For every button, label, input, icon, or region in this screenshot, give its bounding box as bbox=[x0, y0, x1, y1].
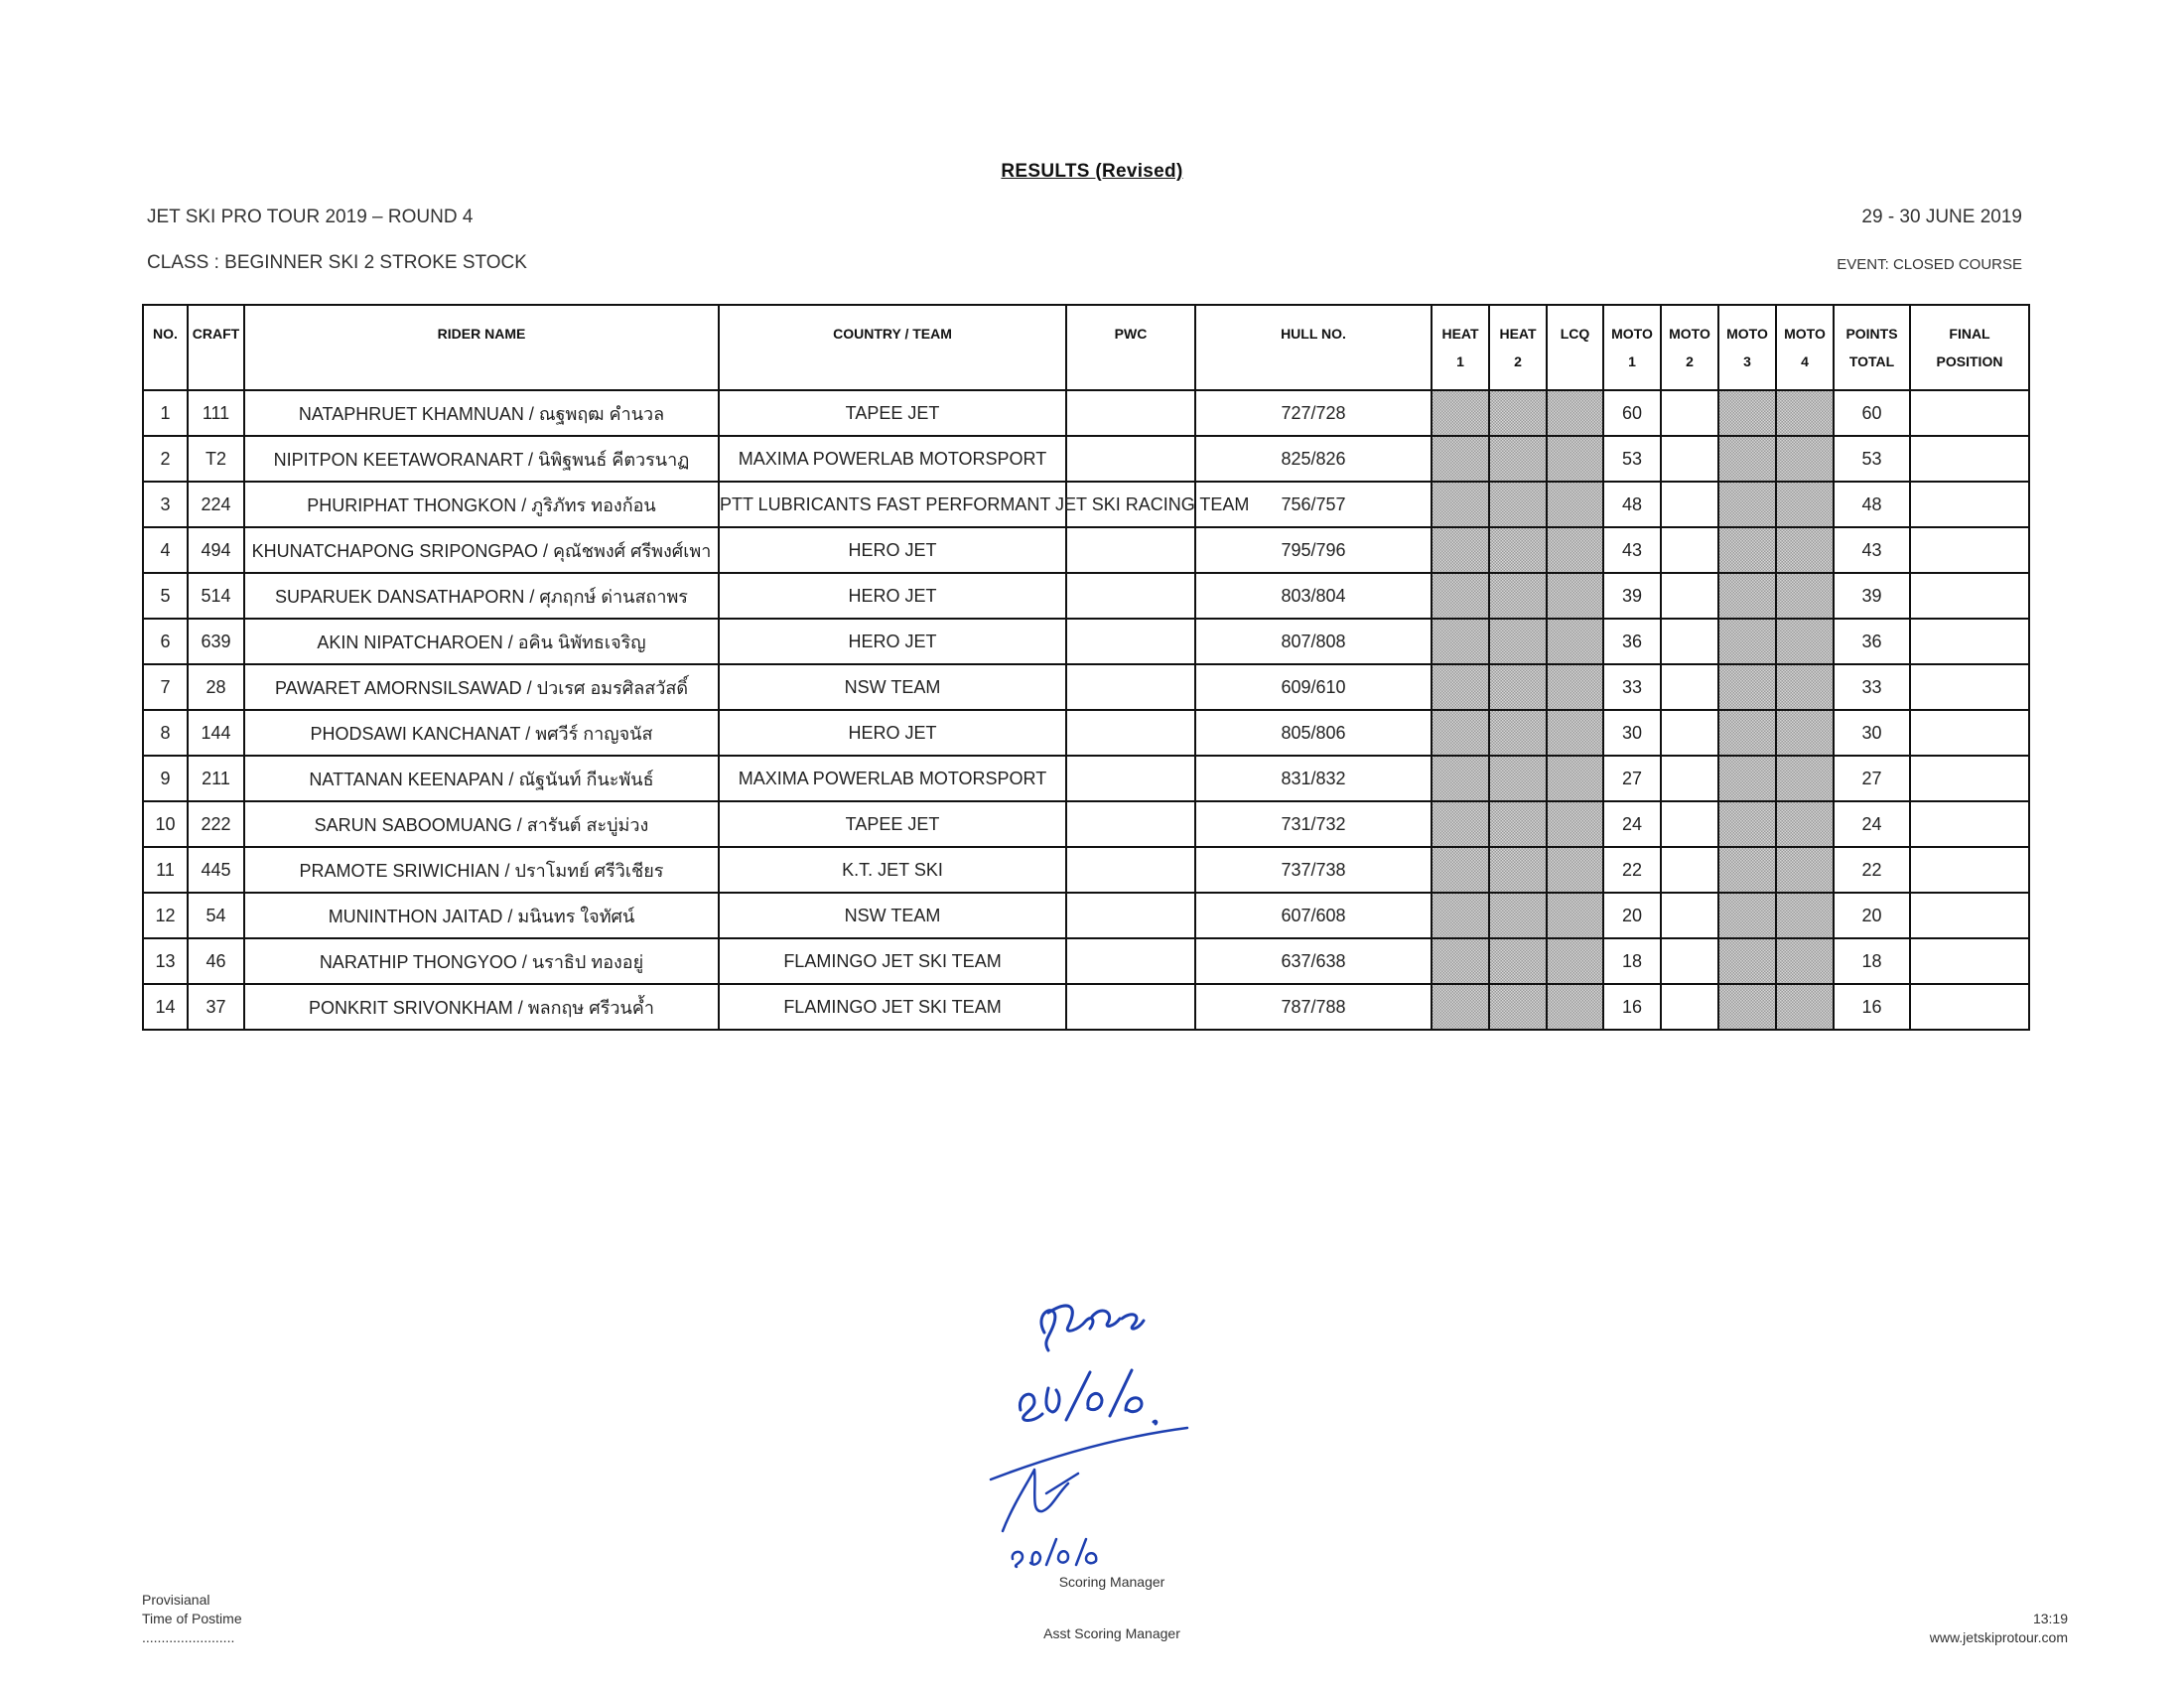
class-label: CLASS : BEGINNER SKI 2 STROKE STOCK bbox=[147, 252, 527, 273]
cell-points-total: 30 bbox=[1834, 710, 1910, 756]
cell-moto2 bbox=[1661, 482, 1718, 527]
cell-pwc bbox=[1066, 664, 1195, 710]
cell-moto4 bbox=[1776, 482, 1834, 527]
cell-heat2 bbox=[1489, 938, 1547, 984]
cell-points-total: 20 bbox=[1834, 893, 1910, 938]
cell-no: 4 bbox=[143, 527, 188, 573]
cell-points-total: 16 bbox=[1834, 984, 1910, 1030]
cell-pwc bbox=[1066, 527, 1195, 573]
cell-moto2 bbox=[1661, 390, 1718, 436]
cell-moto2 bbox=[1661, 710, 1718, 756]
cell-no: 13 bbox=[143, 938, 188, 984]
cell-moto3 bbox=[1718, 664, 1776, 710]
event-name: JET SKI PRO TOUR 2019 – ROUND 4 bbox=[147, 207, 474, 227]
cell-craft: 54 bbox=[188, 893, 244, 938]
cell-moto1: 22 bbox=[1603, 847, 1661, 893]
cell-rider-name: SUPARUEK DANSATHAPORN / ศุภฤกษ์ ด่านสถาพร bbox=[244, 573, 719, 619]
cell-country-team: FLAMINGO JET SKI TEAM bbox=[719, 984, 1066, 1030]
cell-moto3 bbox=[1718, 527, 1776, 573]
cell-moto1: 53 bbox=[1603, 436, 1661, 482]
cell-country-team: HERO JET bbox=[719, 573, 1066, 619]
cell-moto4 bbox=[1776, 573, 1834, 619]
postime-dots: ........................ bbox=[142, 1629, 235, 1645]
footer-right bbox=[1930, 1610, 2068, 1647]
cell-hull-no: 637/638 bbox=[1195, 938, 1432, 984]
provisional-label: Provisianal bbox=[142, 1592, 210, 1608]
cell-no: 1 bbox=[143, 390, 188, 436]
cell-craft: 222 bbox=[188, 801, 244, 847]
cell-points-total: 39 bbox=[1834, 573, 1910, 619]
cell-country-team: NSW TEAM bbox=[719, 893, 1066, 938]
cell-points-total: 33 bbox=[1834, 664, 1910, 710]
cell-hull-no: 825/826 bbox=[1195, 436, 1432, 482]
cell-pwc bbox=[1066, 938, 1195, 984]
cell-moto3 bbox=[1718, 893, 1776, 938]
cell-moto3 bbox=[1718, 756, 1776, 801]
cell-rider-name: AKIN NIPATCHAROEN / อคิน นิพัทธเจริญ bbox=[244, 619, 719, 664]
cell-hull-no: 609/610 bbox=[1195, 664, 1432, 710]
cell-no: 14 bbox=[143, 984, 188, 1030]
cell-pwc bbox=[1066, 893, 1195, 938]
col-rider-name: RIDER NAME bbox=[244, 305, 719, 348]
cell-hull-no: 805/806 bbox=[1195, 710, 1432, 756]
cell-final-position bbox=[1910, 573, 2029, 619]
cell-craft: 46 bbox=[188, 938, 244, 984]
cell-moto4 bbox=[1776, 527, 1834, 573]
cell-final-position bbox=[1910, 893, 2029, 938]
cell-points-total: 22 bbox=[1834, 847, 1910, 893]
cell-no: 2 bbox=[143, 436, 188, 482]
cell-heat2 bbox=[1489, 527, 1547, 573]
cell-rider-name: NARATHIP THONGYOO / นราธิป ทองอยู่ bbox=[244, 938, 719, 984]
table-row bbox=[143, 390, 2029, 436]
cell-moto2 bbox=[1661, 619, 1718, 664]
col-points: POINTS bbox=[1834, 305, 1910, 348]
cell-lcq bbox=[1547, 664, 1603, 710]
cell-final-position bbox=[1910, 390, 2029, 436]
cell-moto1: 48 bbox=[1603, 482, 1661, 527]
cell-no: 10 bbox=[143, 801, 188, 847]
cell-heat1 bbox=[1432, 436, 1489, 482]
cell-moto4 bbox=[1776, 801, 1834, 847]
cell-heat2 bbox=[1489, 756, 1547, 801]
cell-rider-name: NIPITPON KEETAWORANART / นิพิฐพนธ์ คีตวรนาฏ bbox=[244, 436, 719, 482]
cell-heat1 bbox=[1432, 390, 1489, 436]
results-table bbox=[142, 304, 2030, 1031]
signature1-handwriting bbox=[1020, 1306, 1156, 1424]
cell-lcq bbox=[1547, 573, 1603, 619]
cell-points-total: 24 bbox=[1834, 801, 1910, 847]
cell-moto2 bbox=[1661, 436, 1718, 482]
cell-craft: 224 bbox=[188, 482, 244, 527]
col-moto3: MOTO bbox=[1718, 305, 1776, 348]
cell-craft: 494 bbox=[188, 527, 244, 573]
cell-pwc bbox=[1066, 710, 1195, 756]
cell-hull-no: 756/757 bbox=[1195, 482, 1432, 527]
website-link[interactable]: www.jetskiprotour.com bbox=[1929, 1629, 2068, 1645]
cell-heat2 bbox=[1489, 847, 1547, 893]
cell-heat1 bbox=[1432, 619, 1489, 664]
cell-heat1 bbox=[1432, 756, 1489, 801]
cell-final-position bbox=[1910, 619, 2029, 664]
cell-moto3 bbox=[1718, 619, 1776, 664]
cell-final-position bbox=[1910, 847, 2029, 893]
cell-pwc bbox=[1066, 436, 1195, 482]
cell-lcq bbox=[1547, 619, 1603, 664]
table-row bbox=[143, 710, 2029, 756]
cell-moto4 bbox=[1776, 664, 1834, 710]
cell-heat1 bbox=[1432, 984, 1489, 1030]
post-time: 13:19 bbox=[2032, 1611, 2068, 1626]
cell-moto1: 30 bbox=[1603, 710, 1661, 756]
table-row bbox=[143, 664, 2029, 710]
cell-hull-no: 737/738 bbox=[1195, 847, 1432, 893]
cell-moto1: 36 bbox=[1603, 619, 1661, 664]
cell-lcq bbox=[1547, 847, 1603, 893]
cell-heat1 bbox=[1432, 801, 1489, 847]
cell-hull-no: 787/788 bbox=[1195, 984, 1432, 1030]
event-dates: 29 - 30 JUNE 2019 bbox=[1861, 207, 2022, 227]
cell-moto1: 24 bbox=[1603, 801, 1661, 847]
cell-heat2 bbox=[1489, 664, 1547, 710]
cell-final-position bbox=[1910, 436, 2029, 482]
col-heat2-sub: 2 bbox=[1489, 348, 1547, 390]
results-body bbox=[143, 390, 2029, 1030]
cell-hull-no: 831/832 bbox=[1195, 756, 1432, 801]
scoring-manager-label: Scoring Manager bbox=[1058, 1574, 1165, 1590]
cell-heat1 bbox=[1432, 664, 1489, 710]
cell-hull-no: 803/804 bbox=[1195, 573, 1432, 619]
cell-moto4 bbox=[1776, 390, 1834, 436]
signature-block bbox=[983, 1271, 1241, 1569]
col-moto4: MOTO bbox=[1776, 305, 1834, 348]
table-row bbox=[143, 619, 2029, 664]
cell-moto2 bbox=[1661, 984, 1718, 1030]
table-row bbox=[143, 801, 2029, 847]
cell-hull-no: 727/728 bbox=[1195, 390, 1432, 436]
cell-lcq bbox=[1547, 984, 1603, 1030]
cell-points-total: 60 bbox=[1834, 390, 1910, 436]
cell-no: 8 bbox=[143, 710, 188, 756]
cell-moto2 bbox=[1661, 756, 1718, 801]
col-moto3-sub: 3 bbox=[1718, 348, 1776, 390]
cell-rider-name: NATTANAN KEENAPAN / ณัฐนันท์ กีนะพันธ์ bbox=[244, 756, 719, 801]
cell-final-position bbox=[1910, 482, 2029, 527]
cell-moto4 bbox=[1776, 847, 1834, 893]
cell-moto2 bbox=[1661, 664, 1718, 710]
cell-moto2 bbox=[1661, 801, 1718, 847]
col-heat1: HEAT bbox=[1432, 305, 1489, 348]
col-lcq: LCQ bbox=[1547, 305, 1603, 348]
table-row bbox=[143, 847, 2029, 893]
cell-heat2 bbox=[1489, 573, 1547, 619]
cell-rider-name: KHUNATCHAPONG SRIPONGPAO / คุณัชพงศ์ ศรีพงศ์เพา bbox=[244, 527, 719, 573]
cell-no: 6 bbox=[143, 619, 188, 664]
cell-rider-name: PAWARET AMORNSILSAWAD / ปวเรศ อมรศิลสวัสดิ์ bbox=[244, 664, 719, 710]
cell-country-team: FLAMINGO JET SKI TEAM bbox=[719, 938, 1066, 984]
cell-heat2 bbox=[1489, 482, 1547, 527]
cell-lcq bbox=[1547, 390, 1603, 436]
cell-moto4 bbox=[1776, 756, 1834, 801]
cell-no: 5 bbox=[143, 573, 188, 619]
cell-points-total: 18 bbox=[1834, 938, 1910, 984]
cell-heat1 bbox=[1432, 573, 1489, 619]
cell-country-team: K.T. JET SKI bbox=[719, 847, 1066, 893]
cell-moto3 bbox=[1718, 938, 1776, 984]
cell-lcq bbox=[1547, 482, 1603, 527]
cell-rider-name: SARUN SABOOMUANG / สารันต์ สะบู่ม่วง bbox=[244, 801, 719, 847]
cell-country-team: PTT LUBRICANTS FAST PERFORMANT JET SKI RACING TEAM bbox=[719, 482, 1066, 527]
page-title: RESULTS (Revised) bbox=[1001, 161, 1183, 182]
cell-points-total: 43 bbox=[1834, 527, 1910, 573]
col-moto1: MOTO bbox=[1603, 305, 1661, 348]
cell-moto3 bbox=[1718, 482, 1776, 527]
col-moto4-sub: 4 bbox=[1776, 348, 1834, 390]
col-no: NO. bbox=[143, 305, 188, 348]
cell-lcq bbox=[1547, 801, 1603, 847]
cell-pwc bbox=[1066, 756, 1195, 801]
cell-pwc bbox=[1066, 573, 1195, 619]
cell-moto3 bbox=[1718, 573, 1776, 619]
cell-no: 7 bbox=[143, 664, 188, 710]
cell-moto4 bbox=[1776, 710, 1834, 756]
cell-pwc bbox=[1066, 801, 1195, 847]
cell-craft: 514 bbox=[188, 573, 244, 619]
cell-moto1: 39 bbox=[1603, 573, 1661, 619]
table-row bbox=[143, 573, 2029, 619]
col-country-team: COUNTRY / TEAM bbox=[719, 305, 1066, 348]
header-row-bottom bbox=[143, 348, 2029, 390]
cell-no: 3 bbox=[143, 482, 188, 527]
cell-country-team: MAXIMA POWERLAB MOTORSPORT bbox=[719, 436, 1066, 482]
cell-final-position bbox=[1910, 756, 2029, 801]
col-hull-no: HULL NO. bbox=[1195, 305, 1432, 348]
cell-moto2 bbox=[1661, 847, 1718, 893]
cell-final-position bbox=[1910, 938, 2029, 984]
cell-heat1 bbox=[1432, 938, 1489, 984]
cell-heat2 bbox=[1489, 893, 1547, 938]
cell-rider-name: PHURIPHAT THONGKON / ภูริภัทร ทองก้อน bbox=[244, 482, 719, 527]
col-points-sub: TOTAL bbox=[1834, 348, 1910, 390]
cell-moto2 bbox=[1661, 893, 1718, 938]
col-moto1-sub: 1 bbox=[1603, 348, 1661, 390]
cell-heat1 bbox=[1432, 482, 1489, 527]
cell-country-team: TAPEE JET bbox=[719, 390, 1066, 436]
cell-final-position bbox=[1910, 801, 2029, 847]
cell-heat2 bbox=[1489, 619, 1547, 664]
time-of-postime-label: Time of Postime bbox=[142, 1611, 242, 1626]
cell-craft: 28 bbox=[188, 664, 244, 710]
cell-moto1: 16 bbox=[1603, 984, 1661, 1030]
cell-moto4 bbox=[1776, 984, 1834, 1030]
col-craft: CRAFT bbox=[188, 305, 244, 348]
cell-heat1 bbox=[1432, 847, 1489, 893]
table-row bbox=[143, 527, 2029, 573]
cell-no: 12 bbox=[143, 893, 188, 938]
cell-lcq bbox=[1547, 436, 1603, 482]
cell-heat2 bbox=[1489, 436, 1547, 482]
cell-lcq bbox=[1547, 893, 1603, 938]
cell-craft: T2 bbox=[188, 436, 244, 482]
cell-rider-name: PONKRIT SRIVONKHAM / พลกฤษ ศรีวนค้ำ bbox=[244, 984, 719, 1030]
cell-moto1: 27 bbox=[1603, 756, 1661, 801]
cell-hull-no: 807/808 bbox=[1195, 619, 1432, 664]
cell-country-team: HERO JET bbox=[719, 619, 1066, 664]
cell-craft: 144 bbox=[188, 710, 244, 756]
cell-moto3 bbox=[1718, 710, 1776, 756]
cell-heat1 bbox=[1432, 527, 1489, 573]
signature2-handwriting bbox=[991, 1428, 1187, 1567]
table-row bbox=[143, 893, 2029, 938]
cell-moto3 bbox=[1718, 436, 1776, 482]
cell-moto3 bbox=[1718, 984, 1776, 1030]
cell-country-team: TAPEE JET bbox=[719, 801, 1066, 847]
cell-craft: 111 bbox=[188, 390, 244, 436]
cell-pwc bbox=[1066, 847, 1195, 893]
cell-country-team: HERO JET bbox=[719, 710, 1066, 756]
cell-lcq bbox=[1547, 938, 1603, 984]
cell-heat2 bbox=[1489, 710, 1547, 756]
cell-heat1 bbox=[1432, 893, 1489, 938]
cell-final-position bbox=[1910, 984, 2029, 1030]
cell-points-total: 36 bbox=[1834, 619, 1910, 664]
cell-rider-name: PRAMOTE SRIWICHIAN / ปราโมทย์ ศรีวิเชียร bbox=[244, 847, 719, 893]
event-type: EVENT: CLOSED COURSE bbox=[1837, 256, 2022, 273]
cell-craft: 445 bbox=[188, 847, 244, 893]
cell-moto1: 20 bbox=[1603, 893, 1661, 938]
cell-moto4 bbox=[1776, 619, 1834, 664]
cell-points-total: 48 bbox=[1834, 482, 1910, 527]
cell-hull-no: 731/732 bbox=[1195, 801, 1432, 847]
col-final-sub: POSITION bbox=[1910, 348, 2029, 390]
cell-points-total: 27 bbox=[1834, 756, 1910, 801]
cell-lcq bbox=[1547, 710, 1603, 756]
cell-heat2 bbox=[1489, 984, 1547, 1030]
cell-lcq bbox=[1547, 756, 1603, 801]
col-final: FINAL bbox=[1910, 305, 2029, 348]
cell-heat2 bbox=[1489, 801, 1547, 847]
cell-rider-name: PHODSAWI KANCHANAT / พศวีร์ กาญจนัส bbox=[244, 710, 719, 756]
cell-country-team: MAXIMA POWERLAB MOTORSPORT bbox=[719, 756, 1066, 801]
cell-craft: 639 bbox=[188, 619, 244, 664]
col-pwc: PWC bbox=[1066, 305, 1195, 348]
cell-no: 11 bbox=[143, 847, 188, 893]
cell-lcq bbox=[1547, 527, 1603, 573]
cell-moto1: 33 bbox=[1603, 664, 1661, 710]
cell-moto3 bbox=[1718, 847, 1776, 893]
cell-points-total: 53 bbox=[1834, 436, 1910, 482]
cell-craft: 211 bbox=[188, 756, 244, 801]
table-row bbox=[143, 938, 2029, 984]
cell-final-position bbox=[1910, 527, 2029, 573]
cell-heat2 bbox=[1489, 390, 1547, 436]
cell-craft: 37 bbox=[188, 984, 244, 1030]
cell-pwc bbox=[1066, 390, 1195, 436]
col-moto2-sub: 2 bbox=[1661, 348, 1718, 390]
cell-moto4 bbox=[1776, 436, 1834, 482]
cell-moto4 bbox=[1776, 893, 1834, 938]
cell-pwc bbox=[1066, 984, 1195, 1030]
cell-moto2 bbox=[1661, 938, 1718, 984]
cell-moto3 bbox=[1718, 801, 1776, 847]
cell-moto1: 60 bbox=[1603, 390, 1661, 436]
col-heat2: HEAT bbox=[1489, 305, 1547, 348]
cell-moto1: 18 bbox=[1603, 938, 1661, 984]
cell-no: 9 bbox=[143, 756, 188, 801]
asst-scoring-manager-label: Asst Scoring Manager bbox=[1043, 1625, 1180, 1641]
footer-left bbox=[142, 1591, 242, 1647]
cell-moto2 bbox=[1661, 573, 1718, 619]
col-moto2: MOTO bbox=[1661, 305, 1718, 348]
table-row bbox=[143, 984, 2029, 1030]
table-row bbox=[143, 756, 2029, 801]
col-heat1-sub: 1 bbox=[1432, 348, 1489, 390]
cell-final-position bbox=[1910, 710, 2029, 756]
cell-pwc bbox=[1066, 619, 1195, 664]
table-row bbox=[143, 436, 2029, 482]
cell-country-team: HERO JET bbox=[719, 527, 1066, 573]
cell-hull-no: 795/796 bbox=[1195, 527, 1432, 573]
table-row bbox=[143, 482, 2029, 527]
cell-heat1 bbox=[1432, 710, 1489, 756]
cell-rider-name: MUNINTHON JAITAD / มนินทร ใจทัศน์ bbox=[244, 893, 719, 938]
cell-hull-no: 607/608 bbox=[1195, 893, 1432, 938]
cell-moto1: 43 bbox=[1603, 527, 1661, 573]
cell-country-team: NSW TEAM bbox=[719, 664, 1066, 710]
header-row-top bbox=[143, 305, 2029, 348]
cell-moto4 bbox=[1776, 938, 1834, 984]
cell-moto3 bbox=[1718, 390, 1776, 436]
cell-moto2 bbox=[1661, 527, 1718, 573]
cell-rider-name: NATAPHRUET KHAMNUAN / ณฐพฤฒ คำนวล bbox=[244, 390, 719, 436]
cell-final-position bbox=[1910, 664, 2029, 710]
